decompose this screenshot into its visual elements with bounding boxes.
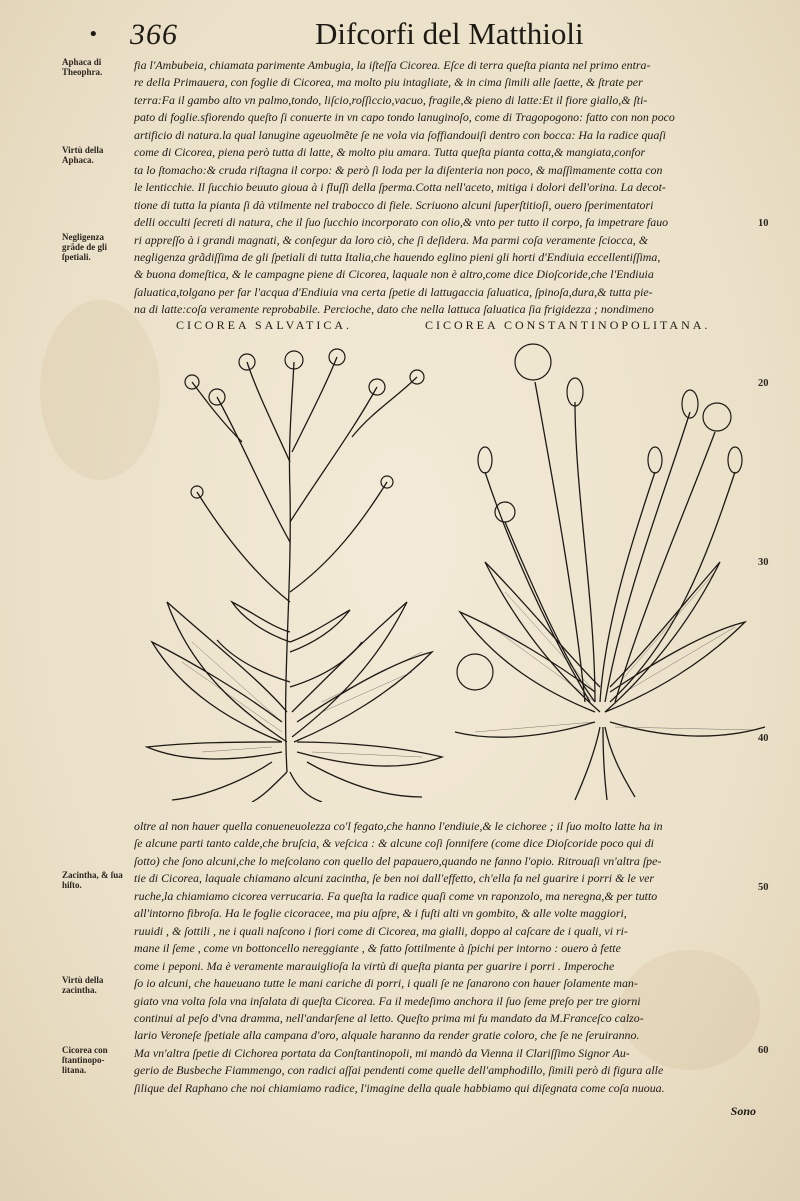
text-line: terra:Fa il gambo alto vn palmo,tondo, liſcio,roſſiccio,vacuo, fragile,& pieno di latte:Et il fiore giallo,& ſti- (134, 92, 648, 107)
margin-note: Negligenza grãde de gli ſpetiali. (62, 232, 107, 262)
text-line: negligenza grãdiſſima de gli ſpetiali di tutta Italia,che hauendo eglino pieni gli horti d'Endiuia eccellentiſſima, (134, 249, 661, 264)
line-number: 40 (758, 733, 769, 744)
text-line: oltre al non hauer quella conueneuolezza co'l fegato,che hanno l'endiuie,& le cichoree ; il ſuo molto latte ha in (134, 819, 663, 833)
text-line: delli occulti ſecreti di natura, che il ſuo ſucchio incorporato con olio,& vnto per tutto il corpo, fa impetrare fauo (134, 215, 669, 230)
text-line: tione di tutta la pianta ſi dà vtilmente nel trabocco di fiele. Scriuono alcuni ſuperſtitioſi, ouero ſperimentatori (134, 197, 654, 212)
header-mark: • (88, 24, 99, 45)
text-line: tie di Cicorea, laquale chiamano alcuni zacintha, ſe ben noi dall'effetto, ch'ella fa nel guarire i porri & le ver (134, 871, 655, 886)
page-header (0, 14, 800, 54)
margin-note: Cicorea con ſtantinopo-litana. (62, 1045, 108, 1075)
text-line: all'intorno fibroſa. Ha le foglie cicoracee, ma piu aſpre, & i fuſti alti vn gombito, & alle volte maggiori, (134, 906, 627, 921)
text-line: re della Primauera, con foglie di Cicorea, ma molto piu intagliate, & in cima ſimili alle ſaette, & ſtrate per (134, 75, 643, 90)
margin-note: Virtù della zacintha. (62, 975, 104, 995)
text-line: lario Veroneſe ſpetiale alla campana d'oro, alquale haranno da render gratie coloro, che ſe ne ſeruiranno. (134, 1028, 640, 1043)
text-line: ruche,la chiamiamo cicorea verrucaria. Fa queſta la radice quaſi come vn raponzolo, ma neregna,& per tutto (134, 888, 658, 903)
text-line: ſe alcune parti tanto calde,che bruſcia, & veſcica : & alcune coſi ſonnifere (come dice Dioſcoride poco qui di (134, 836, 654, 851)
caption-right: CICOREA CONSTANTINOPOLITANA. (425, 318, 711, 332)
text-line: ſotto) che ſono alcuni,che lo meſcolano con quello del papauero,quando ne fanno l'opio. Ritrouaſi vn'altra ſpe- (134, 853, 662, 868)
line-number: 60 (758, 1045, 769, 1056)
text-line: ſo io alcuni, che haueuano tutte le mani cariche di porri, i quali ſe ne ſanarono con hauer ſolamente man- (134, 976, 638, 991)
text-line: artificio di natura.la qual lanugine ageuolmẽte ſe ne vola via ſoffiandouiſi dentro con bocca: Ha la radice quaſi (134, 127, 666, 142)
text-line: & buona domeſtica, & le campagne piene di Cicorea, laquale non è altro,come dice Dioſcoride,che l'Endiuia (134, 267, 654, 282)
text-line: ta lo ſtomacho:& cruda riſtagna il corpo: & però ſi loda per la diſenteria non poco, & maſſimamente cotta con (134, 162, 663, 177)
text-line: na di latte:coſa veramente reprobabile. Percioche, dato che nella lattuca ſaluatica ſia frigidezza ; nondimeno (134, 302, 654, 317)
text-line: giato vna volta ſola vna inſalata di queſta Cicorea. Fa il medeſimo anchora il ſuo ſeme preſo per tre giorni (134, 993, 641, 1008)
margin-note: Aphaca di Theophra. (62, 57, 103, 77)
text-line: continui al peſo d'vna dramma, nell'andarſene al letto. Queſto prima mi fu mandato da M.Franceſco calzo- (134, 1010, 644, 1025)
caption-left: CICOREA SALVATICA. (176, 318, 353, 332)
text-line: gerio de Busbeche Fiammengo, con radici aſſai pendenti come quelle dell'amphodillo, ſimili però di figura alle (134, 1063, 664, 1078)
text-line: le lenticchie. Il ſucchio beuuto gioua à i fluſſi della ſperma.Cotta nell'aceto, mitiga i dolori dell'orina. La decot- (134, 180, 666, 195)
text-line: ſilique del Raphano che noi chiamiamo radice, l'imagine della quale habbiamo qui diſegnata come coſa nuoua. (134, 1080, 665, 1095)
line-number: 10 (758, 218, 769, 229)
margin-note: Zacintha, & ſua hiſto. (62, 870, 123, 890)
running-title: Difcorfi del Matthioli (315, 16, 584, 51)
text-line: ſaluatica,tolgano per far l'acqua d'Endiuia vna certa ſpetie di lattugaccia ſaluatica, ſpinoſa,dura,& tutta pie- (134, 284, 653, 299)
page-number: 366 (130, 18, 178, 51)
text-line: come di Cicorea, piena però tutta di latte, & molto piu amara. Tutta queſta pianta cotta,& mangiata,confor (134, 145, 646, 160)
text-line: fia l'Ambubeia, chiamata parimente Ambugia, la iſteſſa Cicorea. Eſce di terra queſta pianta nel primo entra- (134, 58, 651, 72)
text-line: come i peponi. Ma è veramente marauiglioſa la virtù di queſta pianta per guarire i porri . Imperoche (134, 958, 615, 973)
line-number: 20 (758, 378, 769, 389)
text-block-top (134, 57, 756, 319)
line-number: 50 (758, 882, 769, 893)
margin-note: Virtù della Aphaca. (62, 145, 104, 165)
text-line: Ma vn'altra ſpetie di Cichorea portata da Conſtantinopoli, mi mandò da Vienna il Clariſſimo Signor Au- (134, 1045, 630, 1060)
line-number: 30 (758, 557, 769, 568)
text-line: ruuidi , & ſottili , ne i quali naſcono i fiori come di Cicorea, ma gialli, doppo al caſcare de i quali, vi ri- (134, 923, 628, 938)
text-line: mane il ſeme , come vn bottoncello nereggiante , & fatto ſottilmente à ſpichi per intorno : ouero à fette (134, 941, 621, 956)
text-block-bottom (134, 818, 756, 1097)
woodcut-cicorea-salvatica (122, 342, 472, 802)
text-line: pato di foglie.sfiorendo queſto ſi conuerte in vn capo tondo lanuginoſo, come di Tragopogono: fatto con non poco (134, 110, 675, 125)
catchword: Sono (730, 1104, 756, 1118)
text-line: ri appreſſo à i grandi magnati, & conſegur da loro ciò, che ſi deſidera. Ma parmi coſa veramente ſciocca, & (134, 232, 648, 247)
woodcut-cicorea-constantinopolitana (445, 342, 795, 802)
